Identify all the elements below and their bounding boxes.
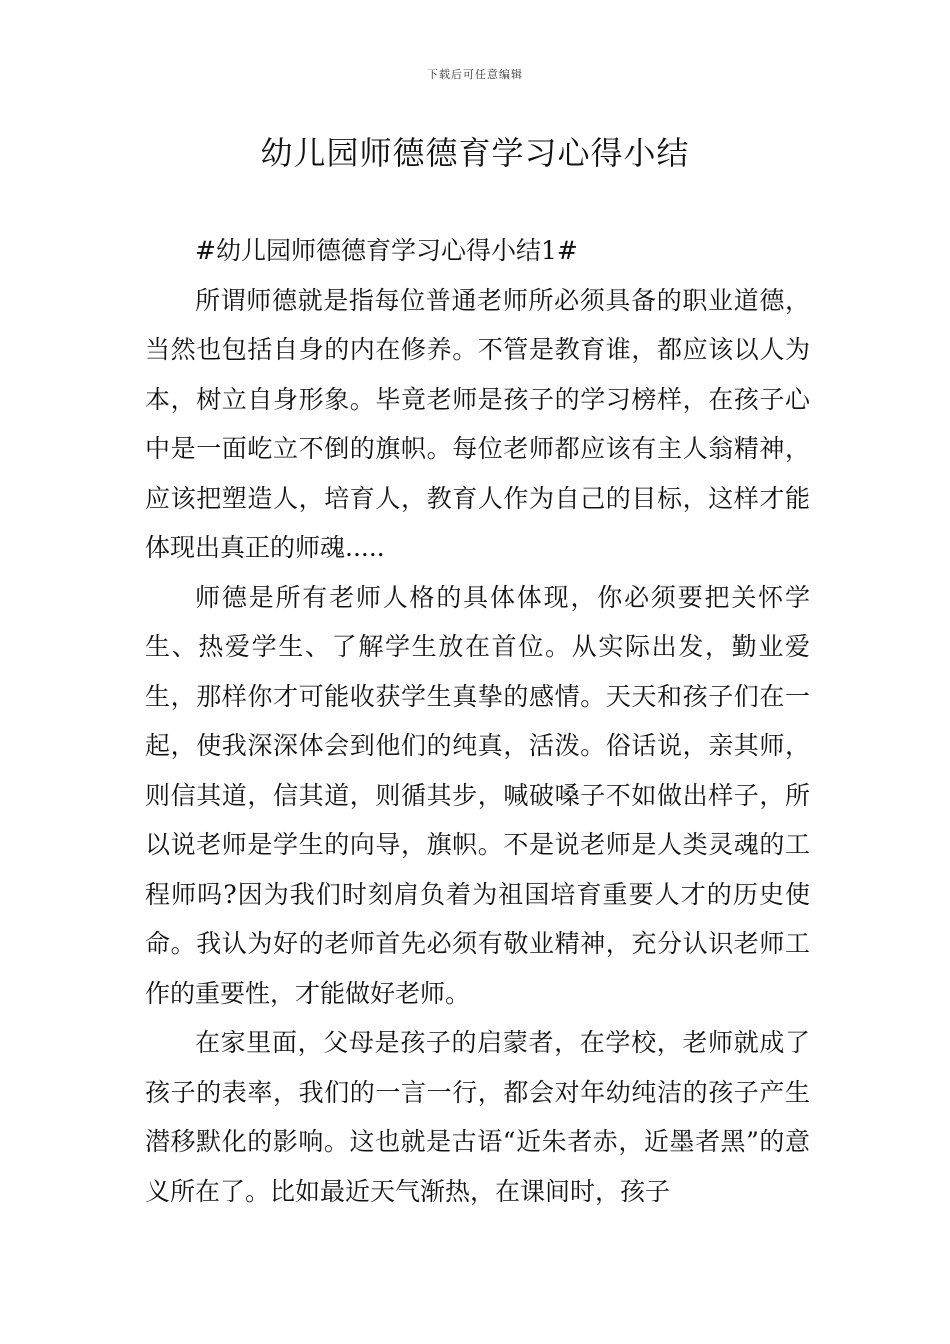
paragraph-3: 在家里面，父母是孩子的启蒙者，在学校，老师就成了孩子的表率，我们的一言一行，都会对年幼纯洁的孩子产生潜移默化的影响。这也就是古语“近朱者赤，近墨者黑”的意义所在了。比如最近天气渐热，在课间时，孩子 [145, 1028, 810, 1206]
header-note: 下载后可任意编辑 [427, 68, 523, 81]
document-title: 幼儿园师德德育学习心得小结 [260, 134, 690, 172]
document-body [145, 226, 810, 1216]
paragraph-1: 所谓师德就是指每位普通老师所必须具备的职业道德，当然也包括自身的内在修养。不管是教育谁，都应该以人为本，树立自身形象。毕竟老师是孩子的学习榜样，在孩子心中是一面屹立不倒的旗帜。每位老师都应该有主人翁精神，应该把塑造人，培育人，教育人作为自己的目标，这样才能体现出真正的师魂..... [145, 285, 810, 562]
section-heading: #幼儿园师德德育学习心得小结1# [195, 236, 578, 265]
paragraph-2: 师德是所有老师人格的具体体现，你必须要把关怀学生、热爱学生、了解学生放在首位。从实际出发，勤业爱生，那样你才可能收获学生真挚的感情。天天和孩子们在一起，使我深深体会到他们的纯真，活泼。俗话说，亲其师，则信其道，信其道，则循其步，喊破嗓子不如做出样子，所以说老师是学生的向导，旗帜。不是说老师是人类灵魂的工程师吗?因为我们时刻肩负着为祖国培育重要人才的历史使命。我认为好的老师首先必须有敬业精神，充分认识老师工作的重要性，才能做好老师。 [145, 582, 810, 1008]
